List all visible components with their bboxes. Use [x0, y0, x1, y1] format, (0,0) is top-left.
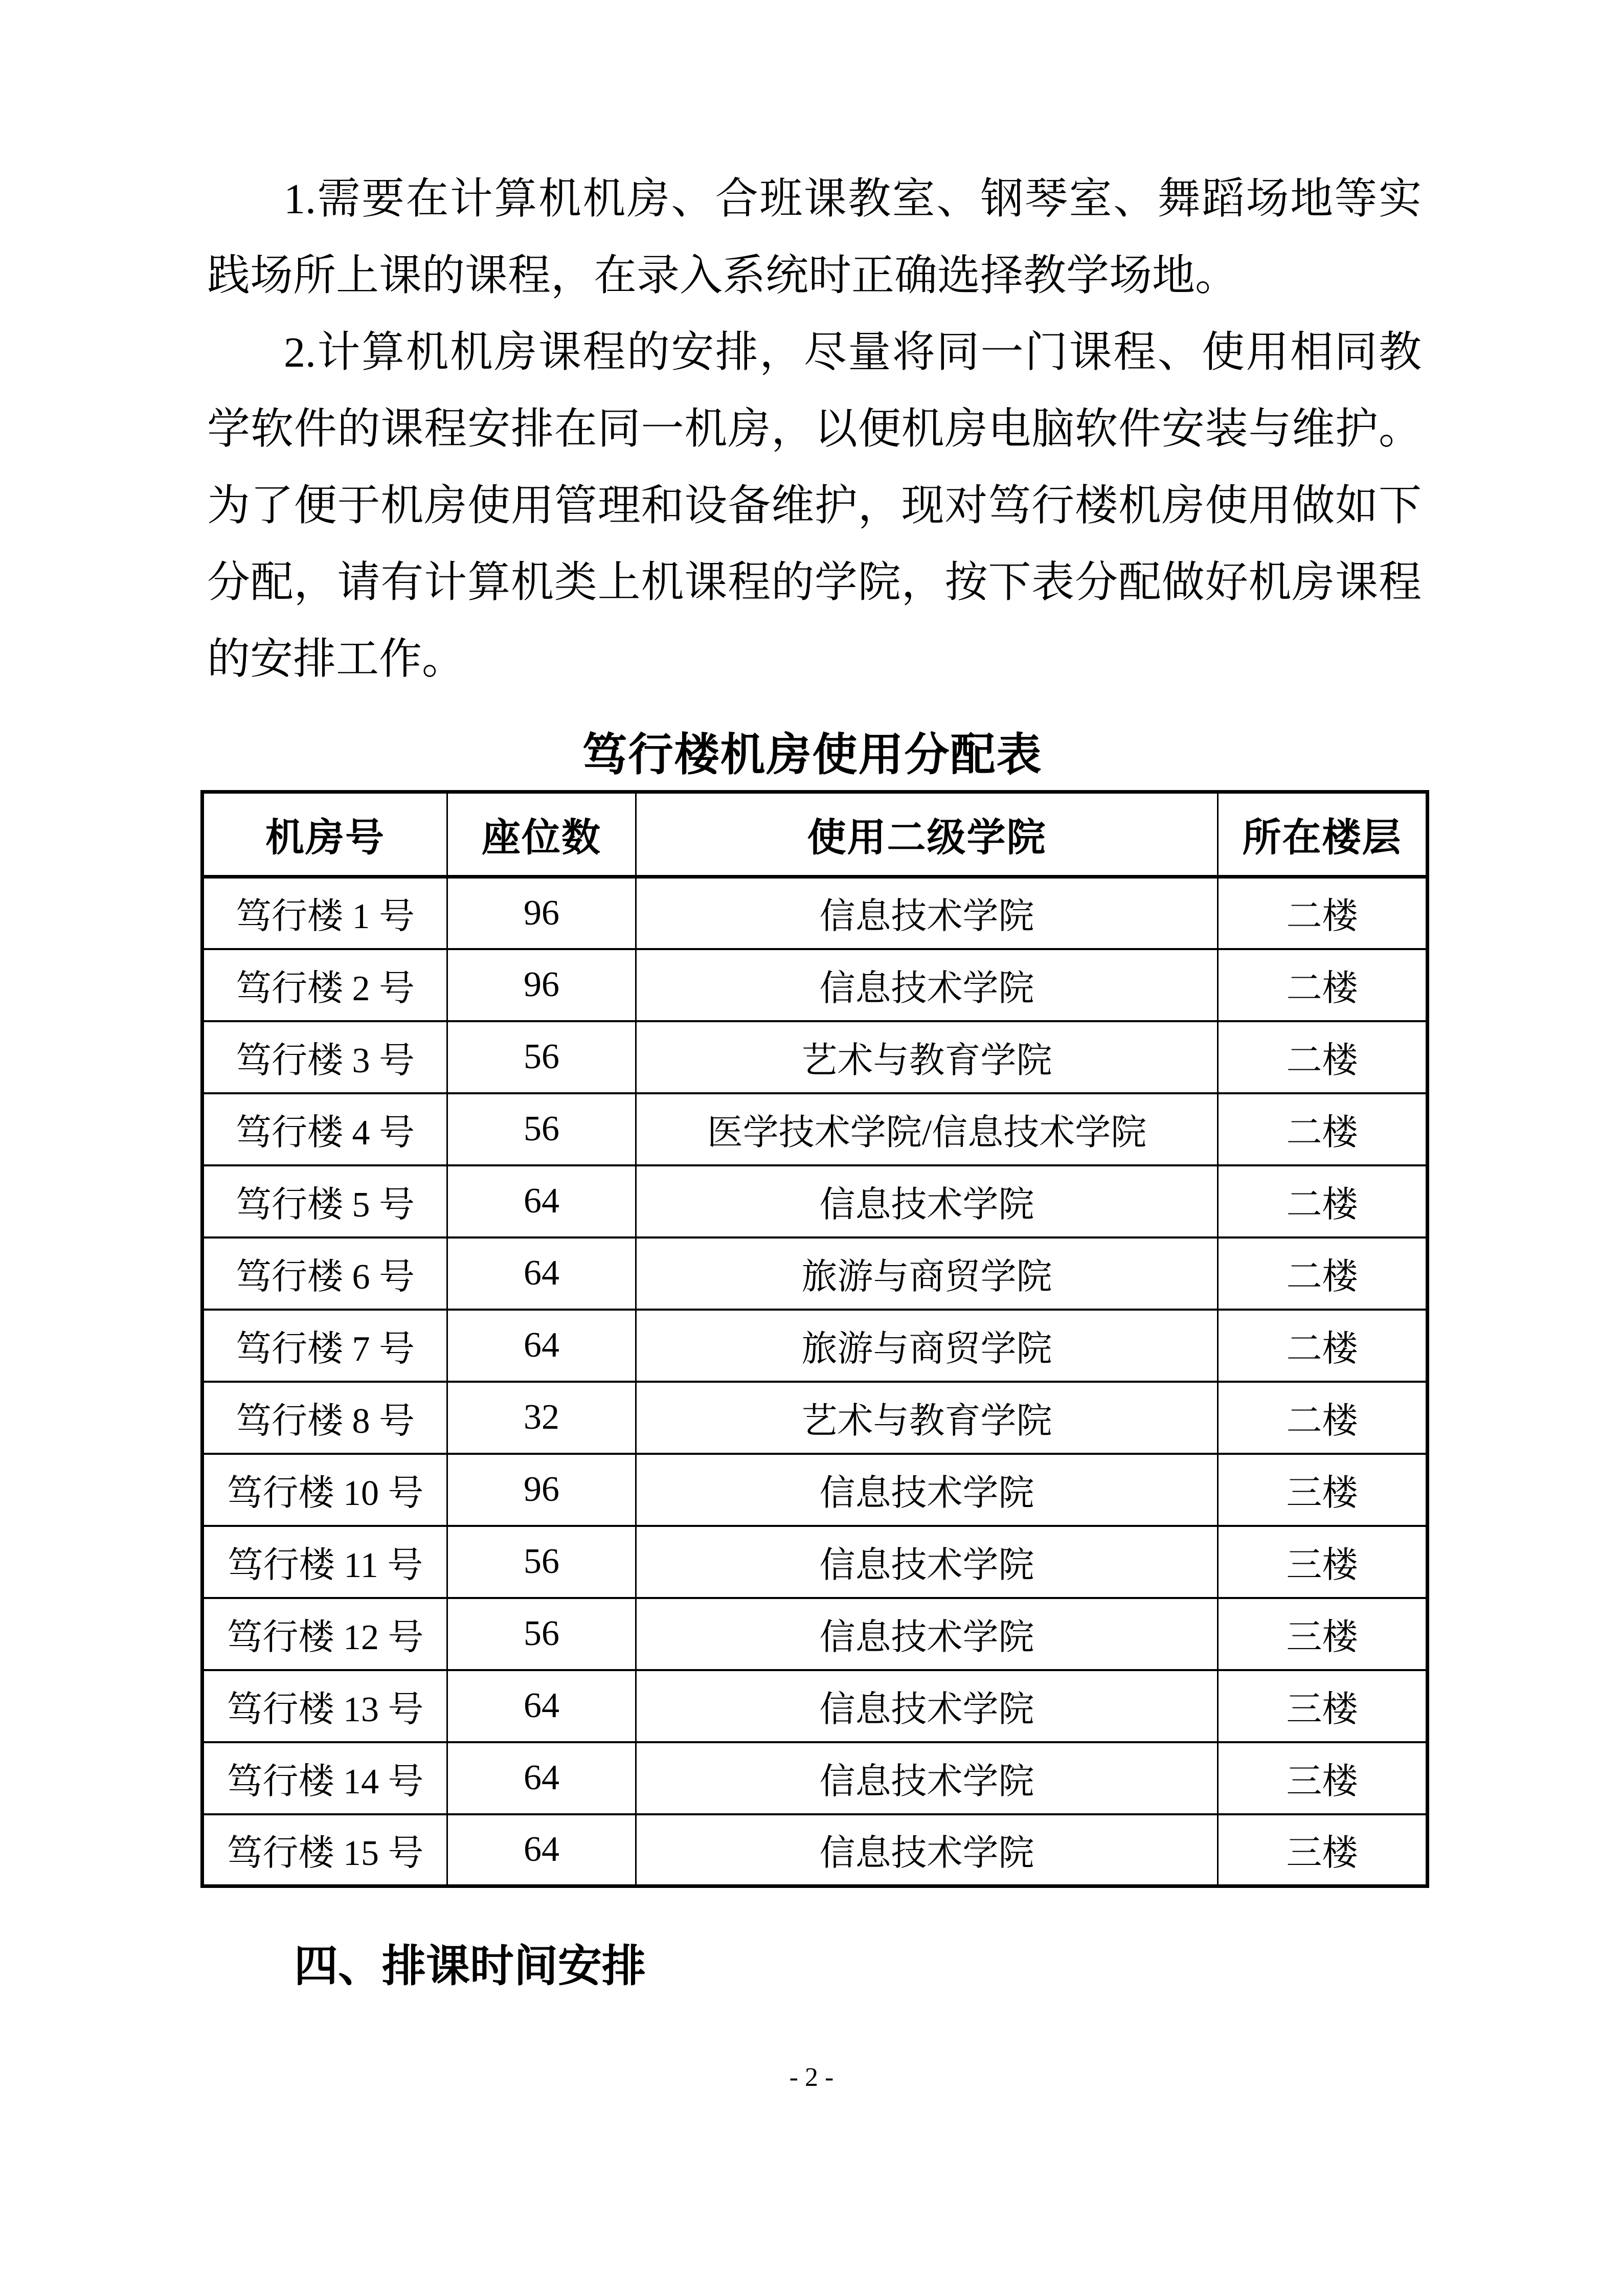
cell-seat-count: 64 [447, 1165, 636, 1237]
paragraph-line: 的安排工作。 [207, 636, 465, 683]
cell-seat-count: 32 [447, 1382, 636, 1454]
table-body [202, 877, 1428, 1886]
cell-seat-count: 96 [447, 877, 636, 949]
cell-college: 信息技术学院 [636, 1526, 1218, 1598]
paragraph-line: 践场所上课的课程，在录入系统时正确选择教学场地。 [207, 252, 1238, 300]
cell-seat-count: 56 [447, 1526, 636, 1598]
table-title: 笃行楼机房使用分配表 [582, 731, 1043, 780]
cell-college: 旅游与商贸学院 [636, 1237, 1218, 1310]
cell-college: 艺术与教育学院 [636, 1382, 1218, 1454]
table-row [202, 1237, 1428, 1310]
cell-room-number: 笃行楼 5 号 [202, 1165, 447, 1237]
cell-room-number: 笃行楼 11 号 [202, 1526, 447, 1598]
paragraph-line: 2.计算机机房课程的安排，尽量将同一门课程、使用相同教 [284, 329, 1422, 376]
table-row [202, 1742, 1428, 1814]
cell-seat-count: 64 [447, 1670, 636, 1742]
cell-floor: 三楼 [1218, 1526, 1428, 1598]
cell-seat-count: 56 [447, 1598, 636, 1670]
cell-floor: 三楼 [1218, 1670, 1428, 1742]
cell-room-number: 笃行楼 8 号 [202, 1382, 447, 1454]
cell-seat-count: 56 [447, 1093, 636, 1165]
cell-college: 信息技术学院 [636, 1165, 1218, 1237]
cell-college: 信息技术学院 [636, 1742, 1218, 1814]
cell-college: 医学技术学院/信息技术学院 [636, 1093, 1218, 1165]
body-text [207, 161, 1422, 698]
column-header-floor: 所在楼层 [1218, 792, 1428, 877]
cell-seat-count: 96 [447, 1454, 636, 1526]
table-row [202, 877, 1428, 949]
column-header-room-number: 机房号 [202, 792, 447, 877]
cell-room-number: 笃行楼 14 号 [202, 1742, 447, 1814]
table-row [202, 1598, 1428, 1670]
table-row [202, 1165, 1428, 1237]
page-number: - 2 - [789, 2063, 834, 2092]
table-row [202, 1382, 1428, 1454]
column-header-seat-count: 座位数 [447, 792, 636, 877]
cell-floor: 二楼 [1218, 877, 1428, 949]
cell-floor: 二楼 [1218, 949, 1428, 1021]
column-header-college: 使用二级学院 [636, 792, 1218, 877]
table-header-row [202, 792, 1428, 877]
cell-floor: 二楼 [1218, 1165, 1428, 1237]
cell-college: 艺术与教育学院 [636, 1021, 1218, 1093]
cell-college: 信息技术学院 [636, 1598, 1218, 1670]
cell-floor: 二楼 [1218, 1237, 1428, 1310]
table-row [202, 1310, 1428, 1382]
cell-college: 信息技术学院 [636, 877, 1218, 949]
cell-college: 信息技术学院 [636, 1670, 1218, 1742]
cell-college: 信息技术学院 [636, 1814, 1218, 1886]
cell-floor: 二楼 [1218, 1310, 1428, 1382]
cell-seat-count: 64 [447, 1742, 636, 1814]
cell-room-number: 笃行楼 2 号 [202, 949, 447, 1021]
paragraph-line: 分配，请有计算机类上机课程的学院，按下表分配做好机房课程 [207, 559, 1422, 606]
paragraph-line: 学软件的课程安排在同一机房，以便机房电脑软件安装与维护。 [207, 406, 1422, 453]
cell-floor: 三楼 [1218, 1742, 1428, 1814]
table-row [202, 1814, 1428, 1886]
cell-floor: 三楼 [1218, 1454, 1428, 1526]
cell-room-number: 笃行楼 12 号 [202, 1598, 447, 1670]
table-row [202, 1093, 1428, 1165]
table-row [202, 949, 1428, 1021]
cell-floor: 二楼 [1218, 1382, 1428, 1454]
cell-floor: 二楼 [1218, 1021, 1428, 1093]
cell-room-number: 笃行楼 15 号 [202, 1814, 447, 1886]
cell-seat-count: 56 [447, 1021, 636, 1093]
section-heading: 四、排课时间安排 [294, 1942, 646, 1991]
table-row [202, 1526, 1428, 1598]
cell-seat-count: 64 [447, 1237, 636, 1310]
cell-seat-count: 64 [447, 1814, 636, 1886]
allocation-table [200, 790, 1429, 1888]
table-row [202, 1670, 1428, 1742]
cell-floor: 二楼 [1218, 1093, 1428, 1165]
table-row [202, 1021, 1428, 1093]
cell-room-number: 笃行楼 7 号 [202, 1310, 447, 1382]
cell-room-number: 笃行楼 4 号 [202, 1093, 447, 1165]
cell-room-number: 笃行楼 1 号 [202, 877, 447, 949]
cell-floor: 三楼 [1218, 1814, 1428, 1886]
cell-floor: 三楼 [1218, 1598, 1428, 1670]
cell-room-number: 笃行楼 10 号 [202, 1454, 447, 1526]
cell-room-number: 笃行楼 13 号 [202, 1670, 447, 1742]
table-header [202, 792, 1428, 877]
cell-college: 信息技术学院 [636, 949, 1218, 1021]
cell-seat-count: 64 [447, 1310, 636, 1382]
cell-seat-count: 96 [447, 949, 636, 1021]
cell-room-number: 笃行楼 3 号 [202, 1021, 447, 1093]
table-row [202, 1454, 1428, 1526]
cell-college: 信息技术学院 [636, 1454, 1218, 1526]
cell-room-number: 笃行楼 6 号 [202, 1237, 447, 1310]
cell-college: 旅游与商贸学院 [636, 1310, 1218, 1382]
paragraph-line: 1.需要在计算机机房、合班课教室、钢琴室、舞蹈场地等实 [284, 175, 1422, 223]
paragraph-line: 为了便于机房使用管理和设备维护，现对笃行楼机房使用做如下 [207, 482, 1422, 530]
